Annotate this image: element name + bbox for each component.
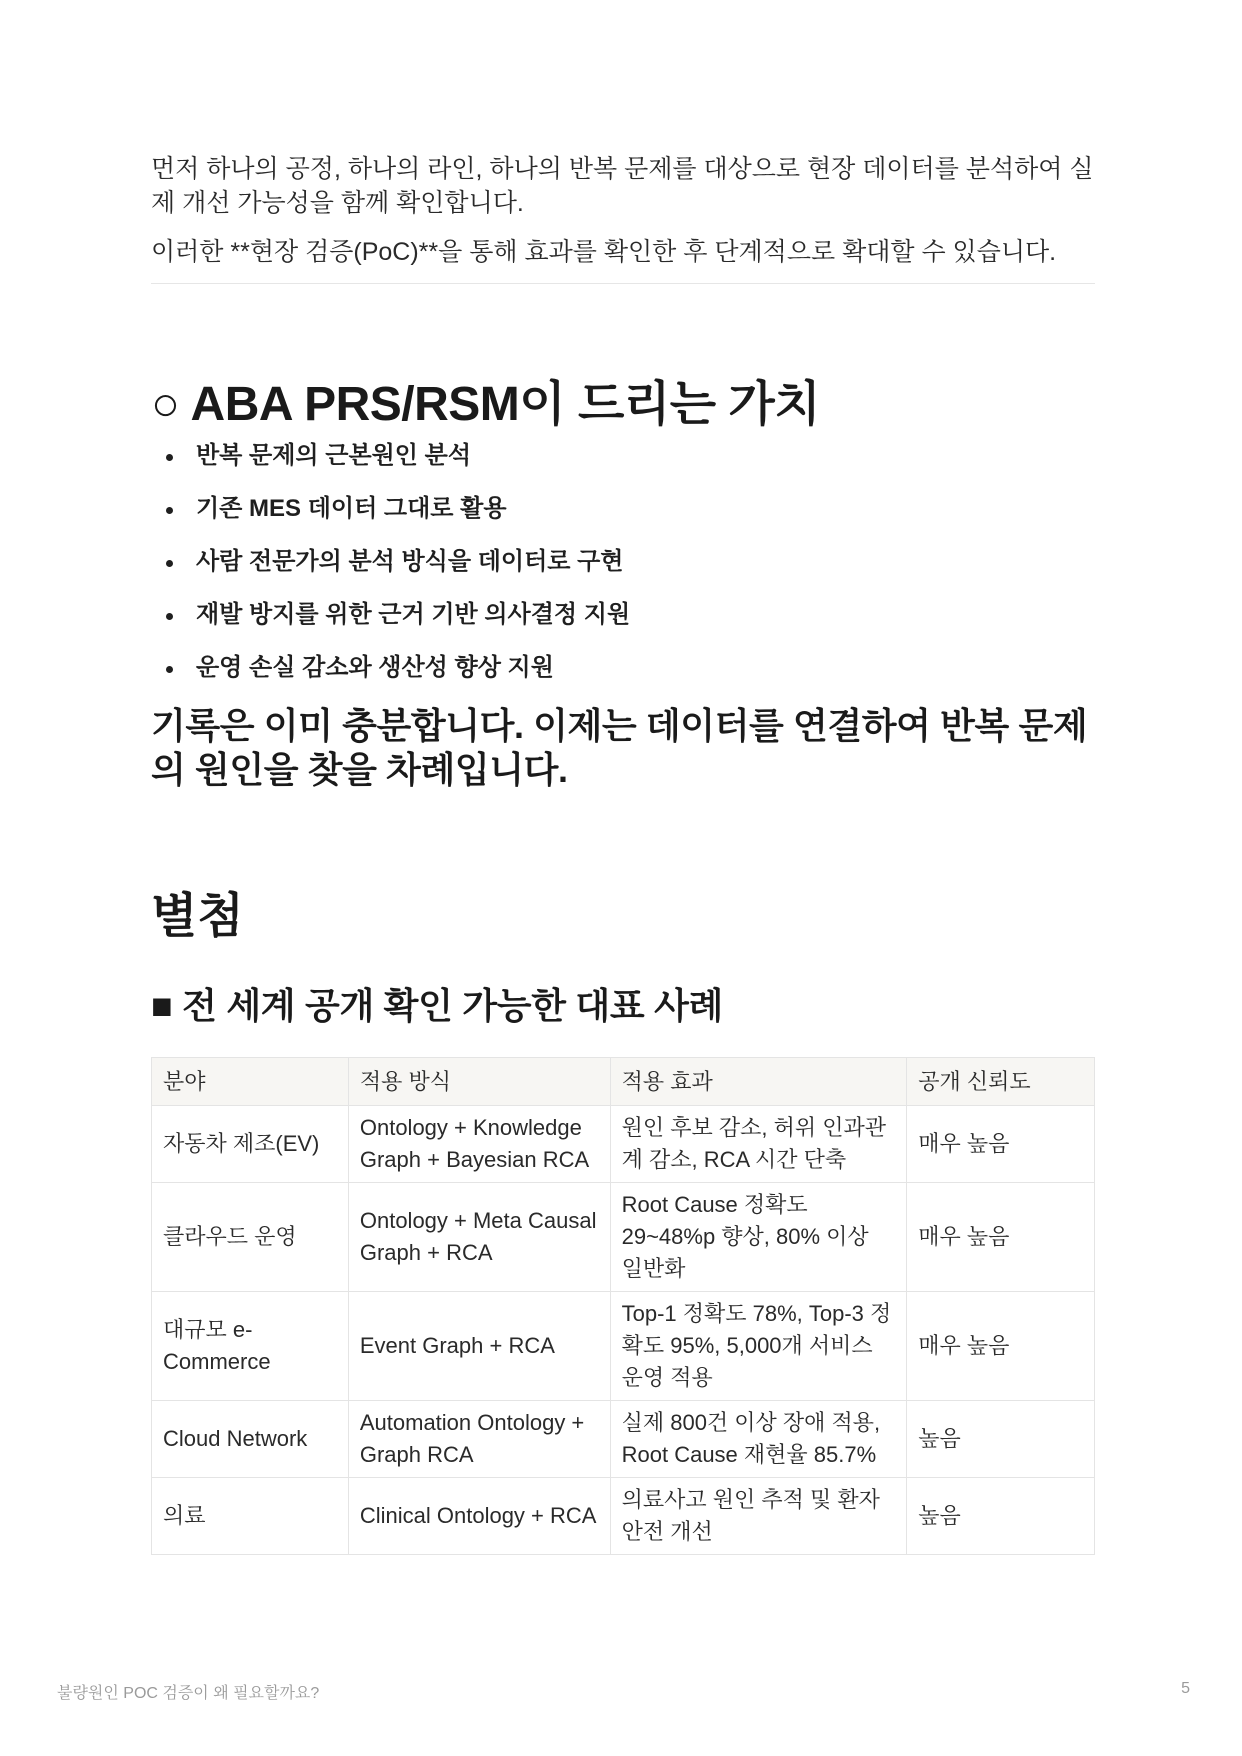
cell-method: Automation Ontology + Graph RCA [348,1401,610,1478]
cell-effect: 실제 800건 이상 장애 적용, Root Cause 재현율 85.7% [610,1401,907,1478]
cell-method: Clinical Ontology + RCA [348,1478,610,1555]
footer-document-title: 불량원인 POC 검증이 왜 필요할까요? [57,1685,320,1702]
value-bullet-item: 기존 MES 데이터 그대로 활용 [166,492,1095,526]
cell-effect: 원인 후보 감소, 허위 인과관계 감소, RCA 시간 단축 [610,1106,907,1183]
table-header-row [152,1058,1095,1106]
document-body [151,152,1095,1555]
value-bullet-item: 사람 전문가의 분석 방식을 데이터로 구현 [166,545,1095,579]
cases-table [151,1057,1095,1555]
intro-paragraph-1: 먼저 하나의 공정, 하나의 라인, 하나의 반복 문제를 대상으로 현장 데이터를 분석하여 실제 개선 가능성을 함께 확인합니다. [151,155,1094,217]
cell-reliability: 매우 높음 [907,1106,1095,1183]
table-row [152,1401,1095,1478]
header-method: 적용 방식 [348,1058,610,1106]
header-reliability: 공개 신뢰도 [907,1058,1095,1106]
cases-subheading: ■ 전 세계 공개 확인 가능한 대표 사례 [151,985,724,1026]
cell-field: 대규모 e-Commerce [152,1292,349,1401]
table-row [152,1183,1095,1292]
cell-method: Event Graph + RCA [348,1292,610,1401]
cell-effect: Top-1 정확도 78%, Top-3 정확도 95%, 5,000개 서비스 운영 적용 [610,1292,907,1401]
table-row [152,1106,1095,1183]
cell-method: Ontology + Knowledge Graph + Bayesian RCA [348,1106,610,1183]
value-bullet-item: 운영 손실 감소와 생산성 향상 지원 [166,651,1095,685]
cell-reliability: 매우 높음 [907,1292,1095,1401]
header-effect: 적용 효과 [610,1058,907,1106]
table-row [152,1478,1095,1555]
cell-method: Ontology + Meta Causal Graph + RCA [348,1183,610,1292]
table-row [152,1292,1095,1401]
cell-field: 자동차 제조(EV) [152,1106,349,1183]
value-bullet-item: 반복 문제의 근본원인 분석 [166,439,1095,473]
value-bullet-item: 재발 방지를 위한 근거 기반 의사결정 지원 [166,598,1095,632]
cell-effect: 의료사고 원인 추적 및 환자안전 개선 [610,1478,907,1555]
intro-paragraph-2: 이러한 **현장 검증(PoC)**을 통해 효과를 확인한 후 단계적으로 확대할 수 있습니다. [151,238,1057,266]
value-heading: ○ ABA PRS/RSM이 드리는 가치 [151,378,821,431]
closing-statement: 기록은 이미 충분합니다. 이제는 데이터를 연결하여 반복 문제의 원인을 찾을 차례입니다. [151,705,1088,790]
section-divider [151,283,1095,284]
cell-field: 의료 [152,1478,349,1555]
appendix-heading: 별첨 [151,890,244,943]
cell-reliability: 높음 [907,1478,1095,1555]
header-field: 분야 [152,1058,349,1106]
value-bullet-list [151,439,1095,685]
cell-field: 클라우드 운영 [152,1183,349,1292]
cell-effect: Root Cause 정확도 29~48%p 향상, 80% 이상 일반화 [610,1183,907,1292]
footer-page-number: 5 [1181,1680,1190,1697]
cell-field: Cloud Network [152,1401,349,1478]
cell-reliability: 매우 높음 [907,1183,1095,1292]
cell-reliability: 높음 [907,1401,1095,1478]
